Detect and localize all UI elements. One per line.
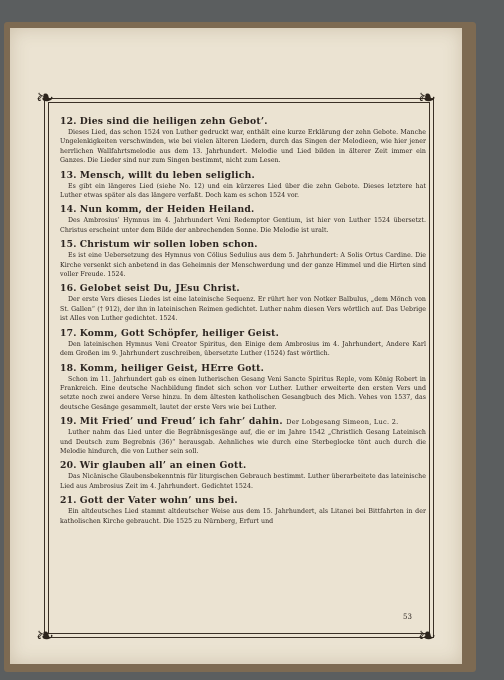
hymn-entry <box>60 363 426 413</box>
hymn-heading: 12. Dies sind die heiligen zehn Gebot’. <box>60 116 268 127</box>
hymn-entry <box>60 460 426 491</box>
hymn-heading: 14. Nun komm, der Heiden Heiland. <box>60 204 255 216</box>
hymn-entry <box>60 239 426 279</box>
hymn-body: Schon im 11. Jahrhundert gab es einen lutherischen Gesang Veni Sancte Spiritus Reple, vom König Robert in Frankreich. Eine deutsche Nachbildung findet sich schon vor Luther. Luther erweiterte den ersten Vers und setzte noch zwei andere Verse hinzu. In dem ältesten katholischen Gesangbuch des Mich. Vehes von 1537, das deutsche Gesänge gesammelt, lautet der erste Vers wie bei Luther. <box>60 375 426 411</box>
hymn-body: Dieses Lied, das schon 1524 von Luther gedruckt war, enthält eine kurze Erklärung der zehn Gebote. Manche Ungelenkigkeiten verschwinden, wie bei vielen älteren Liedern, durch das Singen der Melodieen, wie hier jener herrlichen Wallfahrtsmelodie aus dem 13. Jahrhundert. Melodie und Lied bilden in älterer Zeit immer ein Ganzes. Die Lieder sind nur zum Singen bestimmt, nicht zum Lesen. <box>60 129 426 165</box>
hymn-body: Den lateinischen Hymnus Veni Creator Spiritus, den Einige dem Ambrosius im 4. Jahrhundert, Andere Karl dem Großen im 9. Jahrhundert zuschreiben, übersetzte Luther (1524) fast wörtlich. <box>60 340 426 358</box>
hymn-entry <box>60 170 426 201</box>
hymn-body: Luther nahm das Lied unter die Begräbnisgesänge auf, die er im Jahre 1542 „Christlich Gesang Lateinisch und Deutsch zum Begrebnis (36)“ herausgab. Aehnliches wie durch eine Sterbeglocke tönt auch durch die Melodie hindurch, die von Luther sein soll. <box>60 429 426 455</box>
hymn-body: Des Ambrosius’ Hymnus im 4. Jahrhundert Veni Redemptor Gentium, ist hier von Luther 1524 übersetzt. Christus erscheint unter dem Bilde der anbrechenden Sonne. Die Melodie ist uralt. <box>60 217 426 234</box>
hymn-heading: 13. Mensch, willt du leben seliglich. <box>60 169 256 181</box>
hymn-entry <box>60 283 426 323</box>
hymn-heading: 20. Wir glauben all’ an einen Gott. <box>60 460 247 472</box>
hymn-heading: 15. Christum wir sollen loben schon. <box>60 239 258 251</box>
hymn-entry <box>60 495 426 526</box>
hymn-heading: 18. Komm, heiliger Geist, HErre Gott. <box>60 362 265 374</box>
hymn-entry <box>60 416 426 456</box>
corner-ornament-top-left: ❧ <box>35 86 55 111</box>
hymn-body: Das Nicänische Glaubensbekenntnis für liturgischen Gebrauch bestimmt. Luther überarbeitete das lateinische Lied aus Ambrosius Zeit im 4. Jahrhundert. Gedichtet 1524. <box>60 473 426 490</box>
hymn-heading: 19. Mit Fried’ und Freud’ ich fahr’ dahin. Der Lobgesang Simeon, Luc. 2. <box>60 416 399 428</box>
hymn-body: Es gibt ein längeres Lied (siehe No. 12) und ein kürzeres Lied über die zehn Gebote. Dieses letztere hat Luther etwas später als das längere verfaßt. Doch kam es schon 1524 vor. <box>60 182 426 200</box>
hymn-body: Der erste Vers dieses Liedes ist eine lateinische Sequenz. Er rührt her von Notker Balbulus, „dem Mönch von St. Gallen“ († 912), der ihn in lateinischen Reimen gedichtet. Luther nahm diesen Vers wörtlich auf. Das Uebrige ist Alles von Luther gedichtet. 1524. <box>60 296 426 323</box>
page-text <box>60 116 426 530</box>
hymn-body: Es ist eine Uebersetzung des Hymnus von Cölius Sedulius aus dem 5. Jahrhundert: A Solis Ortus Cardine. Die Kirche versenkt sich anbetend in das Geheimnis der Menschwerdung und der ganze Himmel und die Hirten sind voller Freude. 1524. <box>60 252 426 279</box>
hymn-body: Ein altdeutsches Lied stammt altdeutscher Weise aus dem 15. Jahrhundert, als Litanei bei Bittfahrten in der katholischen Kirche gebraucht. Die 1525 zu Nürnberg, Erfurt und <box>60 508 426 525</box>
hymn-heading: 17. Komm, Gott Schöpfer, heiliger Geist. <box>60 327 280 339</box>
corner-ornament-bottom-right: ❧ <box>417 624 437 649</box>
page-number: 53 <box>403 613 412 621</box>
hymn-entry <box>60 204 426 235</box>
hymn-heading: 21. Gott der Vater wohn’ uns bei. <box>60 495 238 507</box>
corner-ornament-bottom-left: ❧ <box>35 624 55 649</box>
page <box>10 28 462 664</box>
hymn-entry <box>60 116 426 166</box>
hymn-entry <box>60 328 426 359</box>
hymn-heading: 16. Gelobet seist Du, JEsu Christ. <box>60 283 240 295</box>
corner-ornament-top-right: ❧ <box>417 86 437 111</box>
